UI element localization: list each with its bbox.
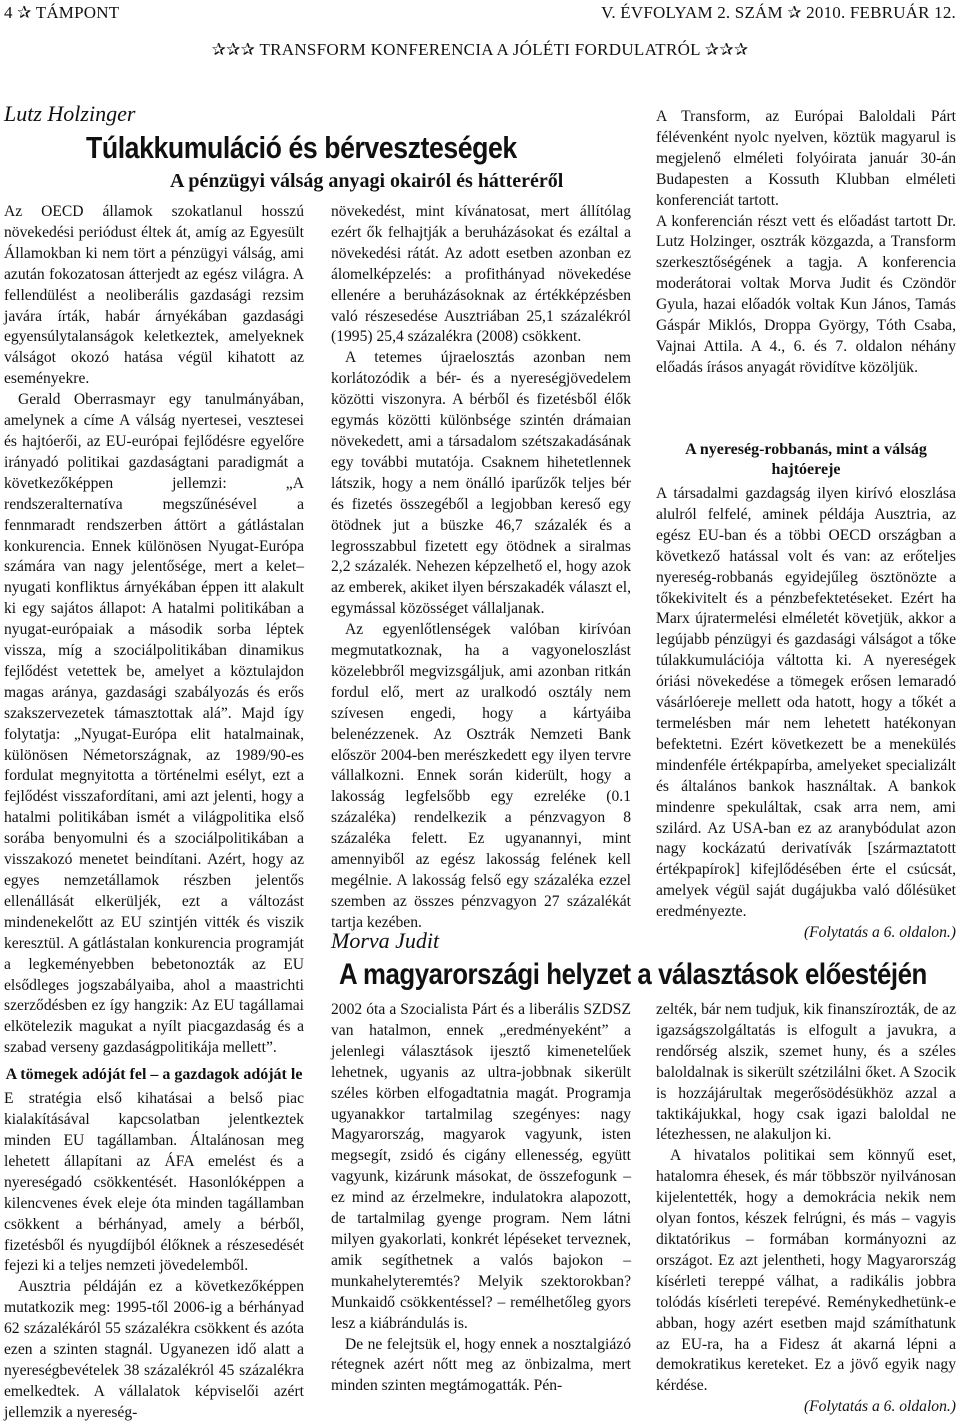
article1-subtitle: A pénzügyi válság anyagi okairól és hátteréről [170,170,564,192]
paragraph: növekedést, mint kívánatosat, mert állítólag ezért ők felhajtják a beruházásokat és ezáltal a növekedési rátát. Az adott esetben azonban ez álomelképzelés: a profithányad növekedése ellenére a beruházásoknak az értékképzésben való részesedése Ausztriában 25,1 százalékról (1995) 25,4 százalékra (2008) csökkent. [331,203,631,346]
conference-sidebar [656,107,956,379]
article1-subheading-1: A tömegek adóját fel – a gazdagok adóját le [5,1066,303,1084]
paragraph: E stratégia első kihatásai a belső piac kialakításával kapcsolatban jelentkeztek minden EU tagállamban. Általánosan meg lehetett állapítani az ÁFA emelést és a nyereségadó csökkentését. Hasonlóképpen a kilencvenes évek eleje óta minden tagállamban csökkent a bérhányad, amely a bérből, fizetésből és nyugdíjból élőknek a részesedését fejezi ki a teljes nemzeti jövedelemből. [4,1090,304,1275]
paragraph: zelték, bár nem tudjuk, kik finanszírozták, de az igazságszolgáltatás is elfogult a javukra, a rendőrség alszik, szemet huny, és a széles baloldalnak is sikerült szétzilálni őket. A Szocik is hozzájárultak megerősödésükhöz azzal a taktikájukkal, hogy csak igazi baloldal ne létezhessen, ne alakuljon ki. [656,1001,956,1144]
article1-column-2 [331,202,631,934]
article1-subheading-2: A nyereség-robbanás, mint a válság hajtóereje [685,441,927,478]
running-header-right: V. ÉVFOLYAM 2. SZÁM ✰ 2010. FEBRUÁR 12. [601,3,956,22]
sidebar-paragraph: A Transform, az Európai Baloldali Párt félévenként nyolc nyelven, köztük magyarul is megjelenő elméleti folyóirata január 30-án Budapesten a Kossuth Klubban elméleti konferenciát tartott. [656,108,956,209]
article2-title: A magyarországi helyzet a választások előestéjén [339,958,927,991]
paragraph: A hivatalos politikai sem könnyű eset, hatalomra éhesek, és már többször nyilvánosan kijelentették, hogy a demokrácia nekik nem olyan fontos, készek felrúgni, és más – vagyis diktatórikus – formában kormányozni az országot. Ez azt jelentheti, hogy Magyarország kísérleti tereppé válhat, a radikális jobbra tolódás kísérleti terepévé. Reménykedhetünk-e abban, hogy azért esetben majd számíthatunk az EU-ra, ha a Fidesz át akarná lépni a demokratikus kereteket. Ez a jövő egyik nagy kérdése. [656,1147,956,1395]
article2-column-2 [656,1000,956,1418]
article1-title: Túlakkumuláció és bérveszteségek [86,130,517,165]
sidebar-paragraph: A konferencián részt vett és előadást tartott Dr. Lutz Holzinger, osztrák közgazda, a Transform szerkesztőségének a tagja. A konferencia moderátorai voltak Morva Judit és Czöndör Gyula, hazai előadók voltak Kun János, Tamás Gáspár Miklós, Droppa György, Tóth Csaba, Vajnai Attila. A 4., 6. és 7. oldalon néhány előadás írásos anyagát rövidítve közöljük. [656,212,956,376]
paragraph: 2002 óta a Szocialista Párt és a liberális SZDSZ van hatalmon, ennek „eredményeként” a jelenlegi választások ijesztő kimenetelűek lehetnek, ugyanis az ultra-jobbnak sikerült széles körben elfogadtatnia magát. Programja ugyanakkor tartalmilag szegényes: nagy Magyarország, magyarok vagyunk, isten megsegít, zsidó és cigány ellenesség, együtt vagyunk, kizárunk másokat, de összefogunk – ez mind az érzelmekre, indulatokra alapozott, de tartalmilag gyenge program. Nem látni milyen gyakorlati, konkrét lépéseket terveznek, amik segíthetnek a valós bajokon – munkahelyteremtés? Melyik szektorokban? Munkaidő csökkentéssel? – remélhetőleg gyors lesz a kiábrándulás is. [331,1001,631,1332]
paragraph: Az OECD államok szokatlanul hosszú növekedési periódust éltek át, amíg az Egyesült Államokban ki nem tört a pénzügyi válság, ami azután fokozatosan átterjedt az egész világra. A fellendülést a neoliberális gazdasági rezsim javára írták, habár árnyékában gazdasági egyensúlytalanságok keletkeztek, amelyeknek válságot okozó hatása végül kihatott az eseményekre. [4,203,304,388]
paragraph: Gerald Oberrasmayr egy tanulmányában, amelynek a címe A válság nyertesei, vesztesei és hajtóerői, az EU-európai fejlődésre egyelőre irányadó politikai gazdaságtani paradigmát a következőképpen jellemzi: „A rendszeralternatíva megszűnésével a fennmaradt rendszerben áttört a gátlástalan konkurencia. Ennek különösen Nyugat-Európa számára van nagy jelentősége, mert a kelet–nyugati konfliktus árnyékában éppen itt alakult ki egy sajátos állapot: A hatalmi politikában a nyugat-európaiak a második sorba léptek vissza, míg a szociálpolitikában dinamikus fejlődést vetettek be, amelyet a köztulajdon magas aránya, gazdasági szabályozás és erős szakszervezetek támasztottak alá”. Majd így folytatja: „Nyugat-Európa elit hatalmainak, különösen Németországnak, az 1989/90-es fordulat megnyitotta a történelmi esélyt, ezt a fejlődést visszafordítani, ami azt jelenti, hogy a hatalmi politikában ismét a világpolitika első sorába benyomulni és a szociálpolitikában a visszakozó menetet beindítani. Azért, hogy az egyes nemzetállamok részben jelentős ellenállását elkerüljék, ezt a változást mindenekelőtt az EU szintjén vitték és viszik keresztül. A gátlástalan konkurencia programját a legkeményebben bebetonozták az EU elsődleges jogszabályaiba, ahol a maastrichti szerződésben ez így hangzik: Az EU tagállamai elkötelezik magukat a nyílt piacgazdaság és a szabad verseny gazdaságpolitikája mellett”. [4,391,304,1057]
paragraph: A társadalmi gazdagság ilyen kirívó eloszlása alulról felfelé, aminek példája Ausztria, az egész EU-ban és a többi OECD országban a következő hatással volt és van: az erőteljes nyereség-robbanás egyidejűleg ösztönözte a tőkekivitelt és a pénzbefektetéseket. Ezért ha Marx újratermelési elméletét követjük, akkor a legújabb pénzügyi és gazdasági válságot a tőke túlakkumulációja váltotta ki. A nyereségek óriási növekedése a tömegek erősen lemaradó vásárlóereje mellett oda hatott, hogy a tőkét a termelésben már nem lehetett hatékonyan befektetni. Ezért következett be a menekülés mindenféle értékpapírba, amelyeket specializált és általános bankok használtak. A bankok mindenre spekuláltak, csak arra nem, ami szilárd. Az USA-ban ez az aranybódulat azon nagy kockázatú derivatívák [származtatott értékpapírok] kifejlődésében érte el csúcsát, amelyek végül saját dugájukba való dőlésüket eredményezte. [656,485,956,921]
paragraph: Az egyenlőtlenségek valóban kirívóan megmutatkoznak, ha a vagyoneloszlást közelebbről megvizsgáljuk, ami azonban ritkán fordul elő, mert az uralkodó osztály nem szívesen engedi, hogy a kártyáiba belenézzenek. Az Osztrák Nemzeti Bank először 2004-ben merészkedett egy ilyen tervre vállalkozni. Ennek során kiderült, hogy a lakosság legfelsőbb egy ezreléke (0.1 százaléka) rendelkezik a pénzvagyon 8 százaléka felett. Ez ugyanannyi, mint amennyiből az egész lakosság felének kell megélnie. A lakosság felső egy százaléka ezzel szemben az összes pénzvagyon 27 százalékát tartja kezében. [331,621,631,931]
continuation-note: (Folytatás a 6. oldalon.) [803,1398,956,1416]
paragraph: Ausztria példáján ez a következőképpen mutatkozik meg: 1995-től 2006-ig a bérhányad 62 százalékáról 55 százalékra csökkent és azóta ezen a szinten stagnál. Ugyanezen idő alatt a nyereségbevételek 38 százalékról 45 százalékra emelkedtek. A vállalatok képviselői azért jellemzik a nyereség- [4,1278,304,1421]
article1-author: Lutz Holzinger [4,101,136,126]
running-header [4,3,956,25]
paragraph: A tetemes újraelosztás azonban nem korlátozódik a bér- és a nyereségjövedelem közötti viszonyra. A bérből és fizetésből élők egymás közötti különbsége szintén drámaian növekedett, ami a társadalom szétszakadásának egy további mutatója. Csaknem hihetetlennek látszik, hogy a nem önálló iparűzők teljes bér és fizetés összegéből a legjobban kereső egy ötödnek jut a büszke 46,7 százalék és a legrosszabbul fizetett egy ötödnek a siralmas 2,2 százalék. Nehezen képzelhető el, hogy azok az emberek, akiket ilyen bérszakadék választ el, egymással közösséget vállaljanak. [331,349,631,618]
article1-column-1 [4,202,304,1424]
article1-column-3 [656,440,956,944]
continuation-note: (Folytatás a 6. oldalon.) [803,924,956,942]
running-header-left: 4 ✰ TÁMPONT [4,3,120,22]
paragraph: De ne felejtsük el, hogy ennek a nosztalgiázó rétegnek azért nőtt meg az önbizalma, mert minden szinten megtámogatták. Pén- [331,1335,631,1395]
section-kicker: ✰✰✰ TRANSFORM KONFERENCIA A JÓLÉTI FORDULATRÓL ✰✰✰ [211,40,749,59]
article2-column-1 [331,1000,631,1397]
article2-author: Morva Judit [331,928,440,953]
